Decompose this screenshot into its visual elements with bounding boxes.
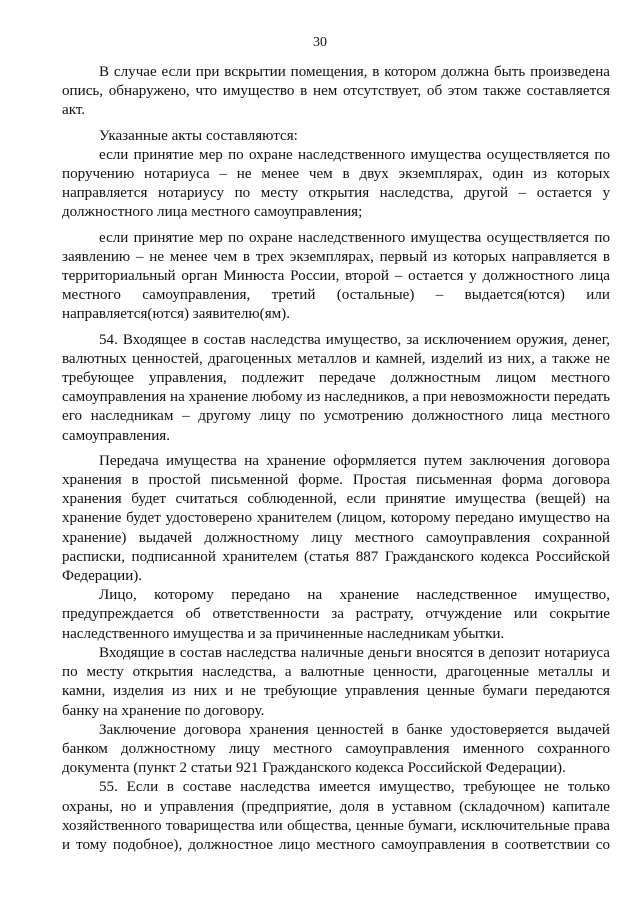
paragraph-item-55: 55. Если в составе наследства имеется имущество, требующее не только охраны, но и управления (предприятие, доля в уставном (складочном) капитале хозяйственного товарищества или общества, ценные бумаги, исключительные права и тому подобное), должностное лицо местного самоуправления в соответствии со xyxy=(62,779,610,853)
paragraph-cash-deposit: Входящие в состав наследства наличные деньги вносятся в депозит нотариуса по месту открытия наследства, а валютные ценности, драгоценные металлы и камни, изделия из них и не требующие управления ценные бумаги передаются банку на хранение по договору. xyxy=(62,644,610,719)
paragraph-custodian-liability: Лицо, которому передано на хранение наследственное имущество, предупреждается об ответственности за растрату, отчуждение или сокрытие наследственного имущества и за причиненные наследникам убытки. xyxy=(62,587,610,642)
page-number: 30 xyxy=(313,35,327,50)
paragraph-item-54: 54. Входящее в состав наследства имущество, за исключением оружия, денег, валютных ценностей, драгоценных металлов и камней, изделий из них, а также не требующее управления, подлежит передаче должностным лицом местного самоуправления на хранение любому из наследников, а при невозможности передать его наследникам – другому лицу по усмотрению должностного лица местного самоуправления. xyxy=(62,331,610,444)
document-body xyxy=(62,63,610,855)
paragraph-bank-storage: Заключение договора хранения ценностей в банке удостоверяется выдачей банком должностному лицу местного самоуправления именного сохранного документа (пункт 2 статьи 921 Гражданского кодекса Российской Федерации). xyxy=(62,721,610,777)
paragraph-storage-contract: Передача имущества на хранение оформляется путем заключения договора хранения в простой письменной форме. Простая письменная форма договора хранения будет считаться соблюденной, если принятие имущества (вещей) на хранение будет удостоверено хранителем (лицом, которому передано имущество на хранение) выдачей должностному лицу местного самоуправления сохранной расписки, подписанной хранителем (статья 887 Гражданского кодекса Российской Федерации). xyxy=(62,452,610,585)
paragraph-acts-application: если принятие мер по охране наследственного имущества осуществляется по заявлению – не менее чем в трех экземплярах, первый из которых направляется в территориальный орган Минюста России, второй – остается у должностного лица местного самоуправления, третий (остальные) – выдается(ются) или направляется(ются) заявителю(ям). xyxy=(62,229,610,323)
paragraph-acts-notary: если принятие мер по охране наследственного имущества осуществляется по поручению нотариуса – не менее чем в двух экземплярах, один из которых направляется нотариусу по месту открытия наследства, другой – остается у должностного лица местного самоуправления; xyxy=(62,146,610,221)
paragraph-acts-intro: Указанные акты составляются: xyxy=(99,127,298,144)
paragraph-inventory-absence: В случае если при вскрытии помещения, в котором должна быть произведена опись, обнаружено, что имущество в нем отсутствует, об этом также составляется акт. xyxy=(62,64,610,119)
